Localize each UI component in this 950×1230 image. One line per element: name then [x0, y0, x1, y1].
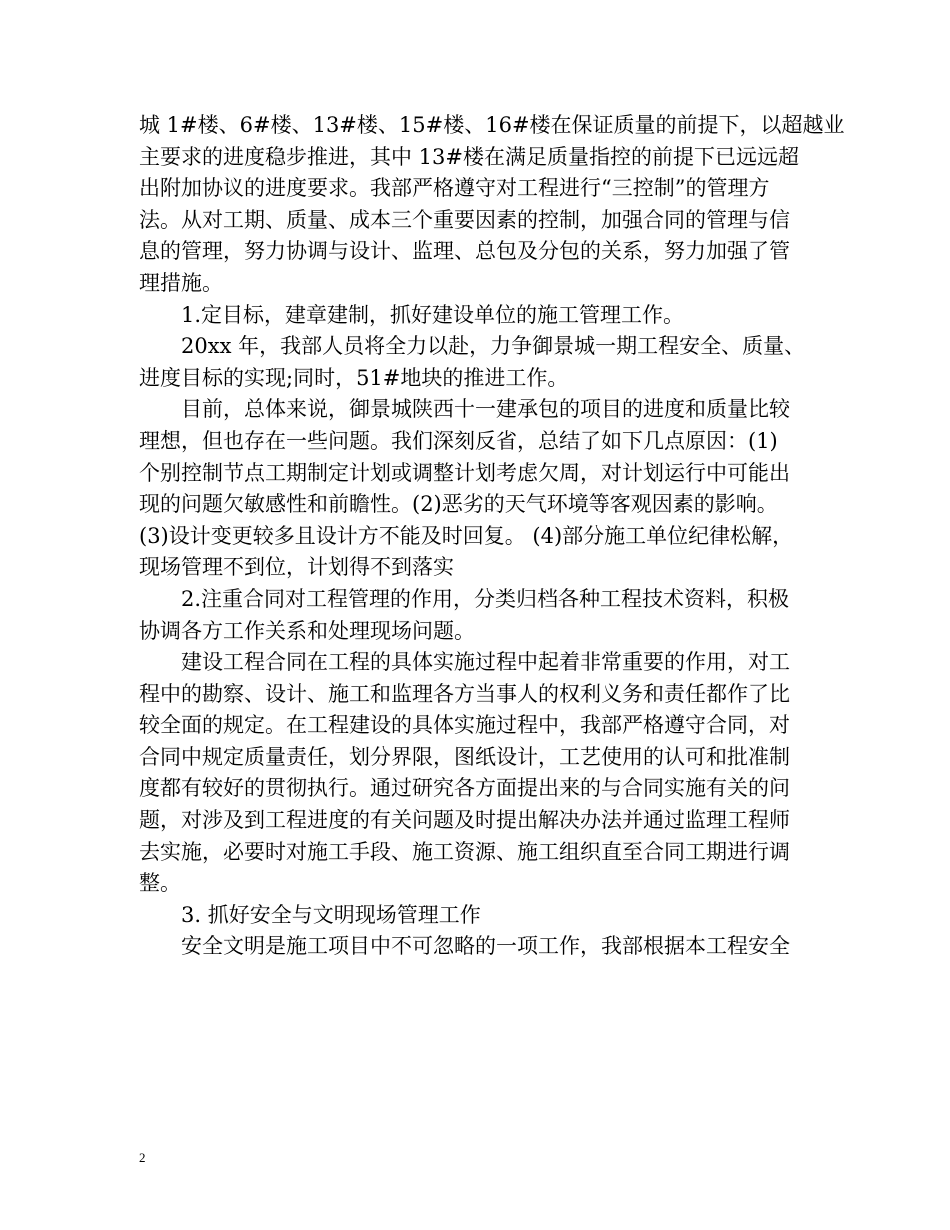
text-line: 题，对涉及到工程进度的有关问题及时提出解决办法并通过监理工程师 — [139, 808, 790, 833]
text-line: 进度目标的实现;同时，51#地块的推进工作。 — [139, 365, 569, 390]
text-line: 主要求的进度稳步推进，其中 13#楼在满足质量指控的前提下已远远超 — [139, 144, 799, 169]
text-line: 20xx 年，我部人员将全力以赴，力争御景城一期工程安全、质量、 — [181, 334, 806, 359]
text-line: 较全面的规定。在工程建设的具体实施过程中，我部严格遵守合同，对 — [139, 713, 790, 738]
section-heading-1: 1.定目标，建章建制，抓好建设单位的施工管理工作。 — [181, 302, 685, 327]
body-text — [139, 110, 845, 963]
text-line: 现场管理不到位，计划得不到落实 — [139, 555, 454, 580]
text-line: 去实施，必要时对施工手段、施工资源、施工组织直至合同工期进行调 — [139, 839, 790, 864]
text-line: (3)设计变更较多且设计方不能及时回复。 (4)部分施工单位纪律松解， — [139, 523, 794, 548]
text-line: 协调各方工作关系和处理现场问题。 — [139, 618, 475, 643]
text-line: 目前，总体来说，御景城陕西十一建承包的项目的进度和质量比较 — [181, 397, 790, 422]
section-heading-3: 3. 抓好安全与文明现场管理工作 — [181, 902, 481, 927]
text-line: 法。从对工期、质量、成本三个重要因素的控制，加强合同的管理与信 — [139, 207, 790, 232]
text-line: 安全文明是施工项目中不可忽略的一项工作，我部根据本工程安全 — [181, 934, 790, 959]
text-line: 整。 — [139, 871, 181, 896]
text-line: 程中的勘察、设计、施工和监理各方当事人的权利义务和责任都作了比 — [139, 681, 790, 706]
text-line: 度都有较好的贯彻执行。通过研究各方面提出来的与合同实施有关的问 — [139, 776, 790, 801]
page-number: 2 — [139, 1150, 146, 1165]
text-line: 个别控制节点工期制定计划或调整计划考虑欠周，对计划运行中可能出 — [139, 460, 790, 485]
text-line: 理想，但也存在一些问题。我们深刻反省，总结了如下几点原因：(1) — [139, 428, 778, 453]
text-line: 出附加协议的进度要求。我部严格遵守对工程进行“三控制”的管理方 — [139, 176, 770, 201]
text-line: 现的问题欠敏感性和前瞻性。(2)恶劣的天气环境等客观因素的影响。 — [139, 492, 778, 517]
section-heading-2: 2.注重合同对工程管理的作用，分类归档各种工程技术资料，积极 — [181, 586, 790, 611]
text-line: 理措施。 — [139, 270, 223, 295]
text-line: 建设工程合同在工程的具体实施过程中起着非常重要的作用，对工 — [181, 650, 790, 675]
text-line: 城 1#楼、6#楼、13#楼、15#楼、16#楼在保证质量的前提下，以超越业 — [139, 113, 845, 137]
text-line: 息的管理，努力协调与设计、监理、总包及分包的关系，努力加强了管 — [139, 239, 790, 264]
text-line: 合同中规定质量责任，划分界限，图纸设计，工艺使用的认可和批准制 — [139, 744, 790, 769]
